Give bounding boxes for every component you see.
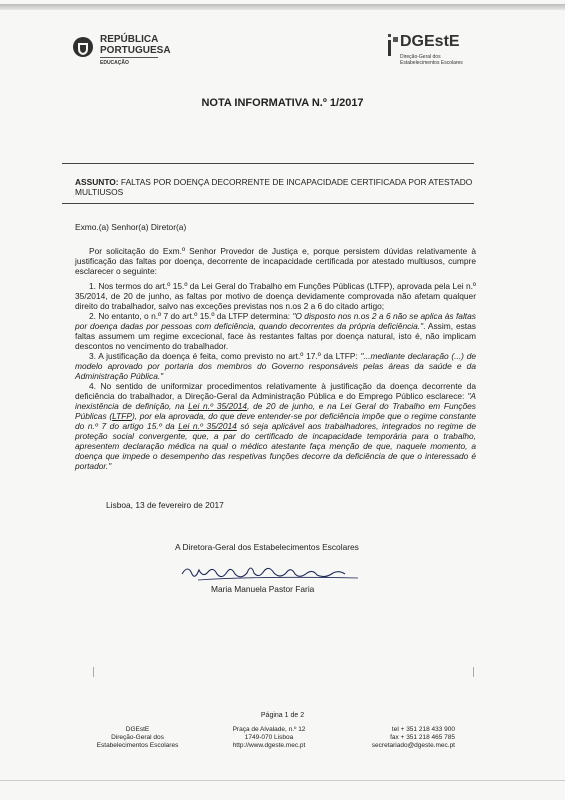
republic-line-1: REPÚBLICA [100,34,159,45]
greeting: Exmo.(a) Senhor(a) Diretor(a) [75,222,187,232]
subject-top-rule [62,163,474,164]
paragraph-4-quote [75,391,476,471]
paragraph-3 [75,351,476,381]
footer-line: 1749-070 Lisboa [244,734,294,741]
law-reference: Lei n.º 35/2014 [188,401,248,411]
subject-text: FALTAS POR DOENÇA DECORRENTE DE INCAPACIDADE CERTIFICADA POR ATESTADO MULTIUSOS [75,177,473,197]
quote-part: "A inexistência de definição, na [75,391,476,411]
dgeste-name: DGEstE [400,33,460,50]
dgeste-subtitle-line: Estabelecimentos Escolares [400,60,463,66]
signatory-title: A Diretora-Geral dos Estabelecimentos Escolares [175,542,359,552]
intro-paragraph [75,246,476,276]
signatory-name: Maria Manuela Pastor Faria [211,584,315,594]
paragraph-1-text: 1. Nos termos do art.º 15.º da Lei Geral do Trabalho em Funções Públicas (LTFP), aprovada pela Lei n.º 35/2014, de 20 de junho, as faltas por motivo de doença devidamente comprovada não afetam qualquer direito do trabalhador, salvo nas exceções previstas nos n.os 2 a 6 do citado artigo; [75,281,476,311]
footer-email[interactable]: secretariado@dgeste.mec.pt [371,742,455,749]
subject-bottom-rule [62,203,474,204]
paragraph-4 [75,381,476,471]
dgeste-subtitle [400,54,463,66]
quote-part: , de 20 de junho, e na Lei Geral do Trabalho em Funções Públicas ( [75,401,476,421]
page-number: Página 1 de 2 [260,712,305,719]
document-body [75,246,476,471]
footer-line: Praça de Alvalade, n.º 12 [232,726,306,733]
footer-website[interactable]: http://www.dgeste.mec.pt [232,742,306,749]
document-title: NOTA INFORMATIVA N.º 1/2017 [201,97,364,109]
paragraph-3-text: 3. A justificação da doença é feita, como previsto no art.º 17.º da LTFP: [89,351,361,361]
paragraph-3-quote: "...mediante declaração (...) de modelo aprovado por portaria dos membros do Governo responsáveis pelas áreas da saúde e da Administração Pública." [75,351,477,381]
subject-label: ASSUNTO: [75,177,119,187]
footer-phone: tel + 351 218 433 900 [391,726,455,733]
dgeste-mark-icon [388,34,398,56]
footer-contacts [355,726,455,750]
paragraph-2-quote: "O disposto nos n.os 2 a 6 não se aplica às faltas por doença dadas por pessoas com deficiência, quando decorrentes da própria deficiência." [75,311,476,331]
logo-divider [100,57,158,58]
footer-mark [473,667,474,677]
quote-part: ), por ela aprovada, do que deve entender-se por deficiência impõe que o regime constante do n.º 7 do artigo 15.º da [75,411,476,431]
subject-block [75,177,475,197]
footer-line: Estabelecimentos Escolares [96,742,179,749]
scan-top-edge [0,4,565,10]
dgeste-subtitle-line: Direção-Geral dos [400,54,441,60]
document-date: Lisboa, 13 de fevereiro de 2017 [106,500,224,510]
law-reference: Lei n.º 35/2014 [178,421,237,431]
footer-mark [93,667,94,677]
dgeste-logo [388,32,508,72]
coat-of-arms-icon [72,36,94,58]
intro-text: Por solicitação do Exm.º Senhor Provedor de Justiça e, porque persistem dúvidas relativamente à justificação das faltas por doença, decorrente de incapacidade certificada por atestado multiusos, cumpre esclarecer o seguinte: [75,246,476,276]
republic-ministry: EDUCAÇÃO [100,60,129,66]
footer-address [214,726,324,750]
paragraph-4-text: 4. No sentido de uniformizar procedimentos relativamente à justificação da doença decorrente da deficiência do trabalhador, a Direção-Geral da Administração Pública e do Emprego Público esclarece: [75,381,476,401]
quote-part: só seja aplicável aos trabalhadores, integrados no regime de proteção social convergente, que, a par do certificado de incapacidade temporária para o trabalho, apresentem declaração médica na qual o médico atestante faça menção de que, naquele momento, a doença que impede o desempenho das respetivas funções decorre da deficiência de que o interessado é portador." [75,421,476,471]
scan-bottom-edge [0,780,565,781]
handwritten-signature [180,560,380,584]
footer-fax: fax + 351 218 465 785 [390,734,455,741]
paragraph-1 [75,281,476,311]
paragraph-2 [75,311,476,351]
footer-organization [95,726,180,750]
footer-line: Direção-Geral dos [111,734,164,741]
republic-line-2: PORTUGUESA [100,45,171,56]
paragraph-2-text-end: . Assim, estas faltas assumem um regime excecional, face às restantes faltas por doença natural, isto é, não implicam descontos no vencimento do trabalhador. [75,321,476,351]
footer-line: DGEstE [125,726,150,733]
paragraph-2-text: 2. No entanto, o n.º 7 do art.º 15.º da LTFP determina: [89,311,293,321]
law-reference: LTFP [112,411,132,421]
